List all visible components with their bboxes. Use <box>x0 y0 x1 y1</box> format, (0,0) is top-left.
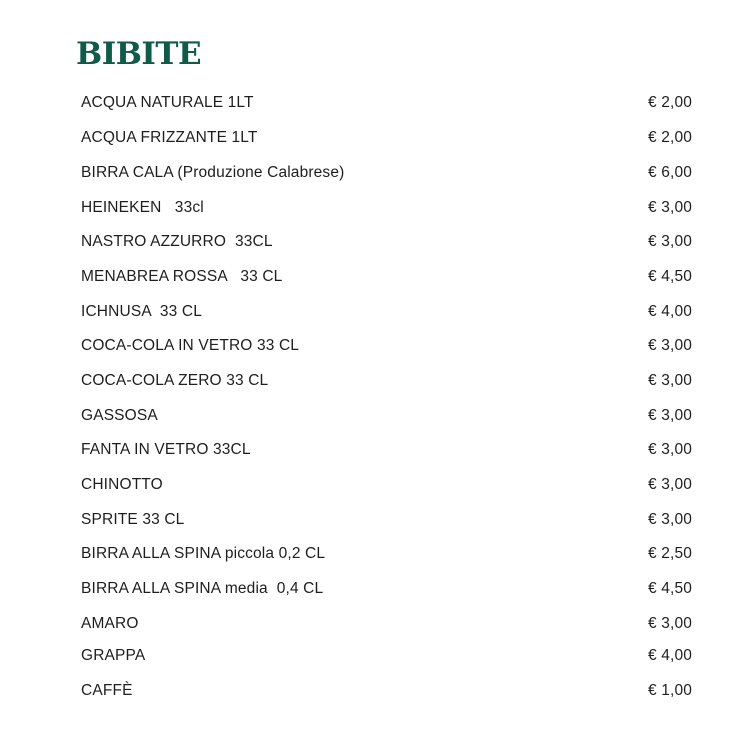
item-price: € 1,00 <box>648 682 692 699</box>
menu-item <box>81 197 701 219</box>
item-name: SPRITE 33 CL <box>81 511 185 528</box>
item-name: COCA-COLA ZERO 33 CL <box>81 372 269 389</box>
item-price: € 3,00 <box>648 615 692 632</box>
menu-item <box>81 543 701 565</box>
item-price: € 3,00 <box>648 337 692 354</box>
menu-item <box>81 162 701 184</box>
menu-item <box>81 92 701 114</box>
item-price: € 3,00 <box>648 511 692 528</box>
menu-item <box>81 680 701 702</box>
menu-item <box>81 370 701 392</box>
item-price: € 3,00 <box>648 407 692 424</box>
item-name: AMARO <box>81 615 139 632</box>
menu-item <box>81 578 701 600</box>
item-name: GASSOSA <box>81 407 158 424</box>
item-price: € 6,00 <box>648 164 692 181</box>
item-price: € 4,50 <box>648 268 692 285</box>
menu-item <box>81 474 701 496</box>
item-name: GRAPPA <box>81 647 146 664</box>
menu-item <box>81 645 701 667</box>
menu-item <box>81 231 701 253</box>
item-price: € 3,00 <box>648 199 692 216</box>
item-price: € 3,00 <box>648 372 692 389</box>
menu-item <box>81 335 701 357</box>
menu-item <box>81 509 701 531</box>
item-price: € 4,00 <box>648 647 692 664</box>
item-price: € 3,00 <box>648 441 692 458</box>
item-name: BIRRA ALLA SPINA piccola 0,2 CL <box>81 545 326 562</box>
menu-item <box>81 405 701 427</box>
item-price: € 4,50 <box>648 580 692 597</box>
item-name: HEINEKEN 33cl <box>81 199 204 216</box>
item-name: BIRRA ALLA SPINA media 0,4 CL <box>81 580 324 597</box>
item-name: BIRRA CALA (Produzione Calabrese) <box>81 164 345 181</box>
item-name: CAFFÈ <box>81 682 133 699</box>
menu-item <box>81 127 701 149</box>
menu-item <box>81 613 701 635</box>
menu-item <box>81 439 701 461</box>
item-name: MENABREA ROSSA 33 CL <box>81 268 283 285</box>
menu-item <box>81 266 701 288</box>
item-price: € 3,00 <box>648 233 692 250</box>
item-name: ACQUA NATURALE 1LT <box>81 94 254 111</box>
item-price: € 2,50 <box>648 545 692 562</box>
item-name: ACQUA FRIZZANTE 1LT <box>81 129 258 146</box>
item-price: € 2,00 <box>648 129 692 146</box>
menu-item <box>81 301 701 323</box>
item-price: € 3,00 <box>648 476 692 493</box>
item-name: FANTA IN VETRO 33CL <box>81 441 251 458</box>
item-name: NASTRO AZZURRO 33CL <box>81 233 273 250</box>
menu-section-title: BIBITE <box>76 36 202 72</box>
item-name: COCA-COLA IN VETRO 33 CL <box>81 337 300 354</box>
item-name: CHINOTTO <box>81 476 163 493</box>
item-name: ICHNUSA 33 CL <box>81 303 202 320</box>
item-price: € 2,00 <box>648 94 692 111</box>
item-price: € 4,00 <box>648 303 692 320</box>
